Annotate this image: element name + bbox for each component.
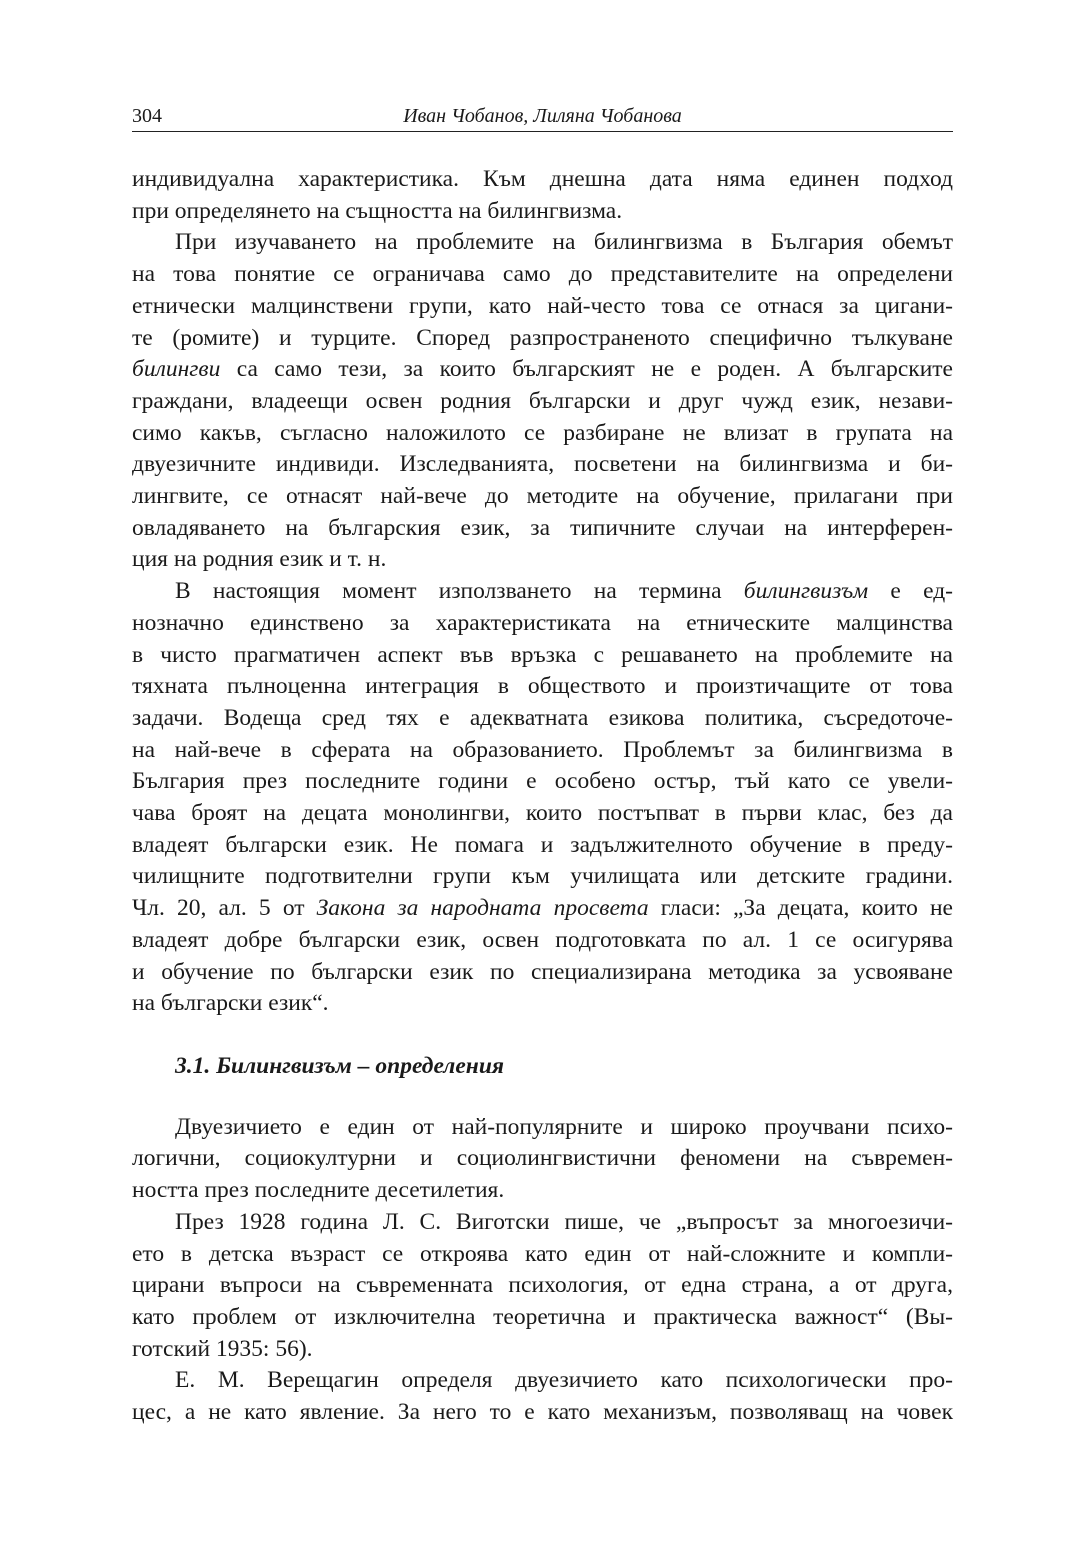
text-line: на това понятие се ограничава само до представителите на определени	[132, 261, 953, 288]
text-line: на български език“.	[132, 990, 329, 1017]
text-line: билингви са само тези, за които българският не е роден. А българските	[132, 356, 953, 383]
text-line: те (ромите) и турците. Според разпространеното специфично тълкуване	[132, 324, 953, 351]
text-line: Е. М. Верещагин определя двуезичието като психологически про-	[175, 1367, 953, 1394]
paragraph	[132, 227, 953, 576]
paragraph	[132, 1112, 953, 1207]
text-line: ността през последните десетилетия.	[132, 1177, 505, 1204]
text-line: овладяването на българския език, за типичните случаи на интерферен-	[132, 514, 953, 541]
text-line: В настоящия момент използването на термина билингвизъм е ед-	[175, 578, 953, 605]
text-line: индивидуална характеристика. Към днешна дата няма единен подход	[132, 166, 953, 192]
section-heading: 3.1. Билингвизъм – определения	[175, 1052, 505, 1079]
text-line: в чисто прагматичен аспект във връзка с решаването на проблемите на	[132, 641, 953, 668]
text-line: цирани въпроси на съвременната психология, от една страна, а от друга,	[132, 1272, 953, 1299]
text-line: Двуезичието е един от най-популярните и широко проучвани психо-	[175, 1113, 953, 1140]
text-line: ето в детска възраст се откроява като един от най-сложните и компли-	[132, 1240, 953, 1267]
emphasis-text: Закона за народната просвета	[316, 895, 649, 922]
paragraph	[132, 1365, 953, 1428]
text-line: двуезичните индивиди. Изследванията, посветени на билингвизма и би-	[132, 451, 953, 478]
text-line: готский 1935: 56).	[132, 1335, 313, 1362]
text-line: симо какъв, съгласно наложилото се разбиране не влизат в групата на	[132, 419, 953, 446]
text-line: логични, социокултурни и социолингвистични феномени на съвремен-	[132, 1145, 953, 1172]
running-title: Иван Чобанов, Лиляна Чобанова	[403, 105, 682, 127]
emphasis-text: билингви	[132, 356, 221, 383]
text-line: цес, а не като явление. За него то е като механизъм, позволяващ на човек	[132, 1399, 953, 1426]
text-line: задачи. Водеща сред тях е адекватната езикова политика, съсредоточе-	[132, 704, 953, 731]
text-line: при определянето на същността на билингвизма.	[132, 197, 623, 224]
text-line: тяхната пълноценна интеграция в обществото и произтичащите от това	[132, 673, 953, 700]
text-line: При изучаването на проблемите на билингвизма в България обемът	[175, 229, 953, 256]
text-line: като проблем от изключителна теоретична и практическа важност“ (Вы-	[132, 1303, 953, 1330]
paragraph	[132, 576, 953, 1020]
text-line: владеят добре български език, освен подготовката по ал. 1 се осигурява	[132, 926, 953, 953]
text-line: През 1928 година Л. С. Виготски пише, че „въпросът за многоезичи-	[175, 1208, 953, 1235]
paragraph	[132, 1207, 953, 1366]
running-header	[132, 103, 953, 132]
text-line: чилищните подготвителни групи към училищата или детските градини.	[132, 863, 953, 890]
emphasis-text: билингвизъм	[743, 578, 869, 605]
paragraph	[132, 164, 953, 227]
paragraphs-after-heading	[132, 1112, 953, 1429]
text-line: ция на родния език и т. н.	[132, 546, 387, 573]
text-line: на най-вече в сферата на образованието. Проблемът за билингвизма в	[132, 736, 953, 763]
page-number: 304	[132, 105, 162, 127]
text-line: владеят български език. Не помага и задължителното обучение в преду-	[132, 831, 953, 858]
paragraphs-before-heading	[132, 164, 953, 1020]
text-line: нозначно единствено за характеристиката на етническите малцинства	[132, 609, 953, 636]
body-text	[132, 164, 953, 1429]
text-line: Чл. 20, ал. 5 от Закона за народната просвета гласи: „За децата, които не	[132, 895, 953, 922]
text-line: България през последните години е особено остър, тъй като се увели-	[132, 768, 953, 795]
text-line: лингвите, се отнасят най-вече до методите на обучение, прилагани при	[132, 483, 953, 510]
text-line: етнически малцинствени групи, като най-често това се отнася за цигани-	[132, 292, 953, 319]
text-line: граждани, владеещи освен родния български и друг чужд език, незави-	[132, 387, 953, 414]
text-line: и обучение по български език по специализирана методика за усвояване	[132, 958, 953, 985]
text-line: чава броят на децата монолингви, които постъпват в първи клас, без да	[132, 800, 953, 827]
